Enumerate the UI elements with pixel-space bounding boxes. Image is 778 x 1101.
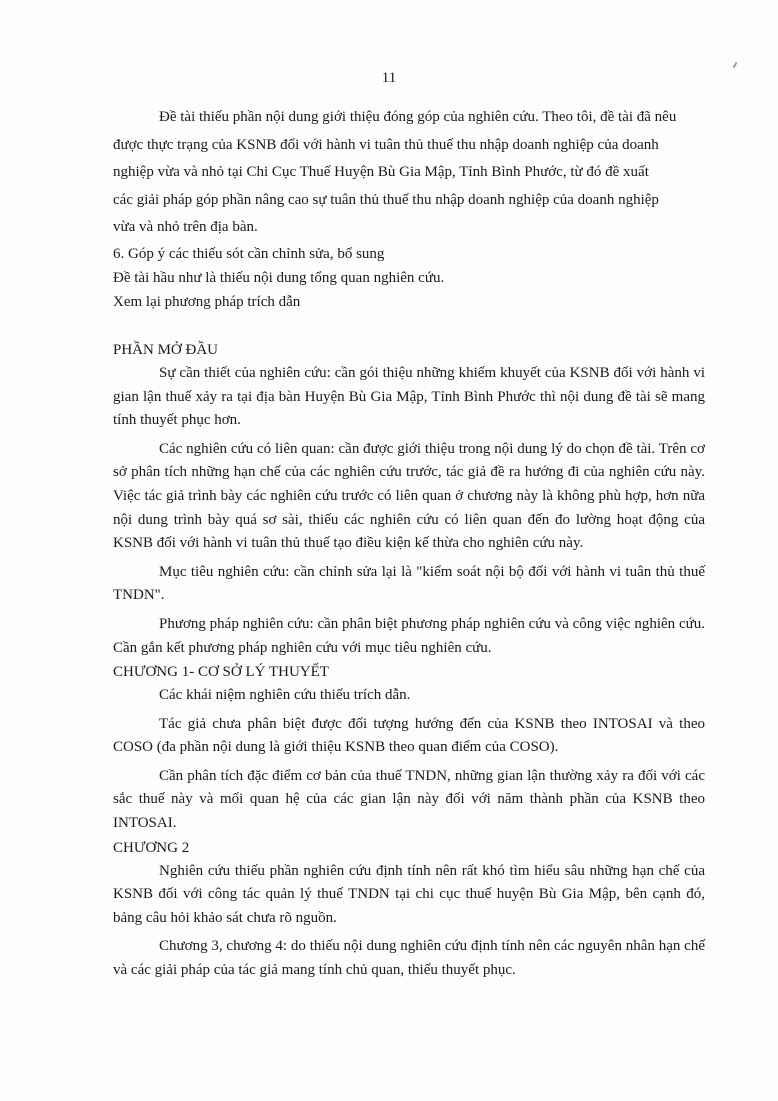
text-line: các giải pháp góp phần nâng cao sự tuân thủ thuế thu nhập doanh nghiệp của doanh nghiệp (113, 191, 659, 208)
chapter-1-paragraph: Các khái niệm nghiên cứu thiếu trích dẫn. (159, 687, 411, 704)
contribution-paragraph (113, 104, 705, 242)
chapter-2-paragraph: Nghiên cứu thiếu phần nghiên cứu định tính nên rất khó tìm hiểu sâu những hạn chế của KSNB đối với công tác quản lý thuế TNDN tại chi cục thuế huyện Bù Gia Mập, bên cạnh đó, bảng câu hỏi khảo sát chưa rõ nguồn. (113, 862, 705, 926)
intro-paragraph: Sự cần thiết của nghiên cứu: cần gói thiệu những khiếm khuyết của KSNB đối với hành vi gian lận thuế xảy ra tại địa bàn Huyện Bù Gia Mập, Tỉnh Bình Phước thì nội dung đề tài sẽ mang tính thuyết phục hơn. (113, 364, 705, 429)
intro-paragraph: Mục tiêu nghiên cứu: cần chỉnh sửa lại là "kiểm soát nội bộ đối với hành vi tuân thủ thuế TNDN". (113, 563, 705, 604)
chapter-1-paragraph: Tác giả chưa phân biệt được đối tượng hướng đến của KSNB theo INTOSAI và theo COSO (đa phần nội dung là giới thiệu KSNB theo quan điểm của COSO). (113, 715, 705, 756)
text-line: vừa và nhỏ trên địa bàn. (113, 219, 258, 236)
intro-paragraph: Các nghiên cứu có liên quan: cần được giới thiệu trong nội dung lý do chọn đề tài. Trên cơ sở phân tích những hạn chế của các nghiên cứu trước, tác giả đề ra hướng đi của nghiên cứu này. Việc tác giả trình bày các nghiên cứu trước có liên quan ở chương này là không phù hợp, hơn nữa nội dung trình bày quá sơ sài, thiếu các nghiên cứu có liên quan đến đo lường hoạt động của KSNB đối với hành vi tuân thủ thuế tạo điều kiện kế thừa cho nghiên cứu này. (113, 440, 705, 552)
page-number: 11 (381, 70, 397, 86)
section-6-line: Xem lại phương pháp trích dẫn (113, 293, 301, 310)
section-6-line: Đề tài hầu như là thiếu nội dung tổng quan nghiên cứu. (113, 269, 445, 286)
text-line: Đề tài thiếu phần nội dung giới thiệu đóng góp của nghiên cứu. Theo tôi, đề tài đã nêu (159, 109, 677, 125)
text-line: nghiệp vừa và nhỏ tại Chi Cục Thuế Huyện Bù Gia Mập, Tỉnh Bình Phước, từ đó đề xuất (113, 164, 649, 181)
chapter-2-heading: CHƯƠNG 2 (113, 839, 190, 856)
spacer (113, 314, 705, 338)
scan-mark (733, 62, 738, 68)
page-content (113, 104, 705, 983)
chapter-2-paragraph: Chương 3, chương 4: do thiếu nội dung nghiên cứu định tính nên các nguyên nhân hạn chế và các giải pháp của tác giả mang tính chủ quan, thiếu thuyết phục. (113, 938, 705, 979)
intro-heading: PHẦN MỞ ĐẦU (113, 341, 219, 358)
intro-paragraph: Phương pháp nghiên cứu: cần phân biệt phương pháp nghiên cứu và công việc nghiên cứu. Cần gắn kết phương pháp nghiên cứu với mục tiêu nghiên cứu. (113, 615, 705, 656)
chapter-1-heading: CHƯƠNG 1- CƠ SỞ LÝ THUYẾT (113, 664, 329, 681)
chapter-1-paragraph: Cần phân tích đặc điểm cơ bản của thuế TNDN, những gian lận thường xảy ra đối với các sắc thuế này và mối quan hệ của các gian lận này đối với năm thành phần của KSNB theo INTOSAI. (113, 767, 705, 832)
section-6-heading: 6. Góp ý các thiếu sót cần chỉnh sửa, bổ sung (113, 245, 385, 262)
text-line: được thực trạng của KSNB đối với hành vi tuân thủ thuế thu nhập doanh nghiệp của doanh (113, 136, 659, 153)
